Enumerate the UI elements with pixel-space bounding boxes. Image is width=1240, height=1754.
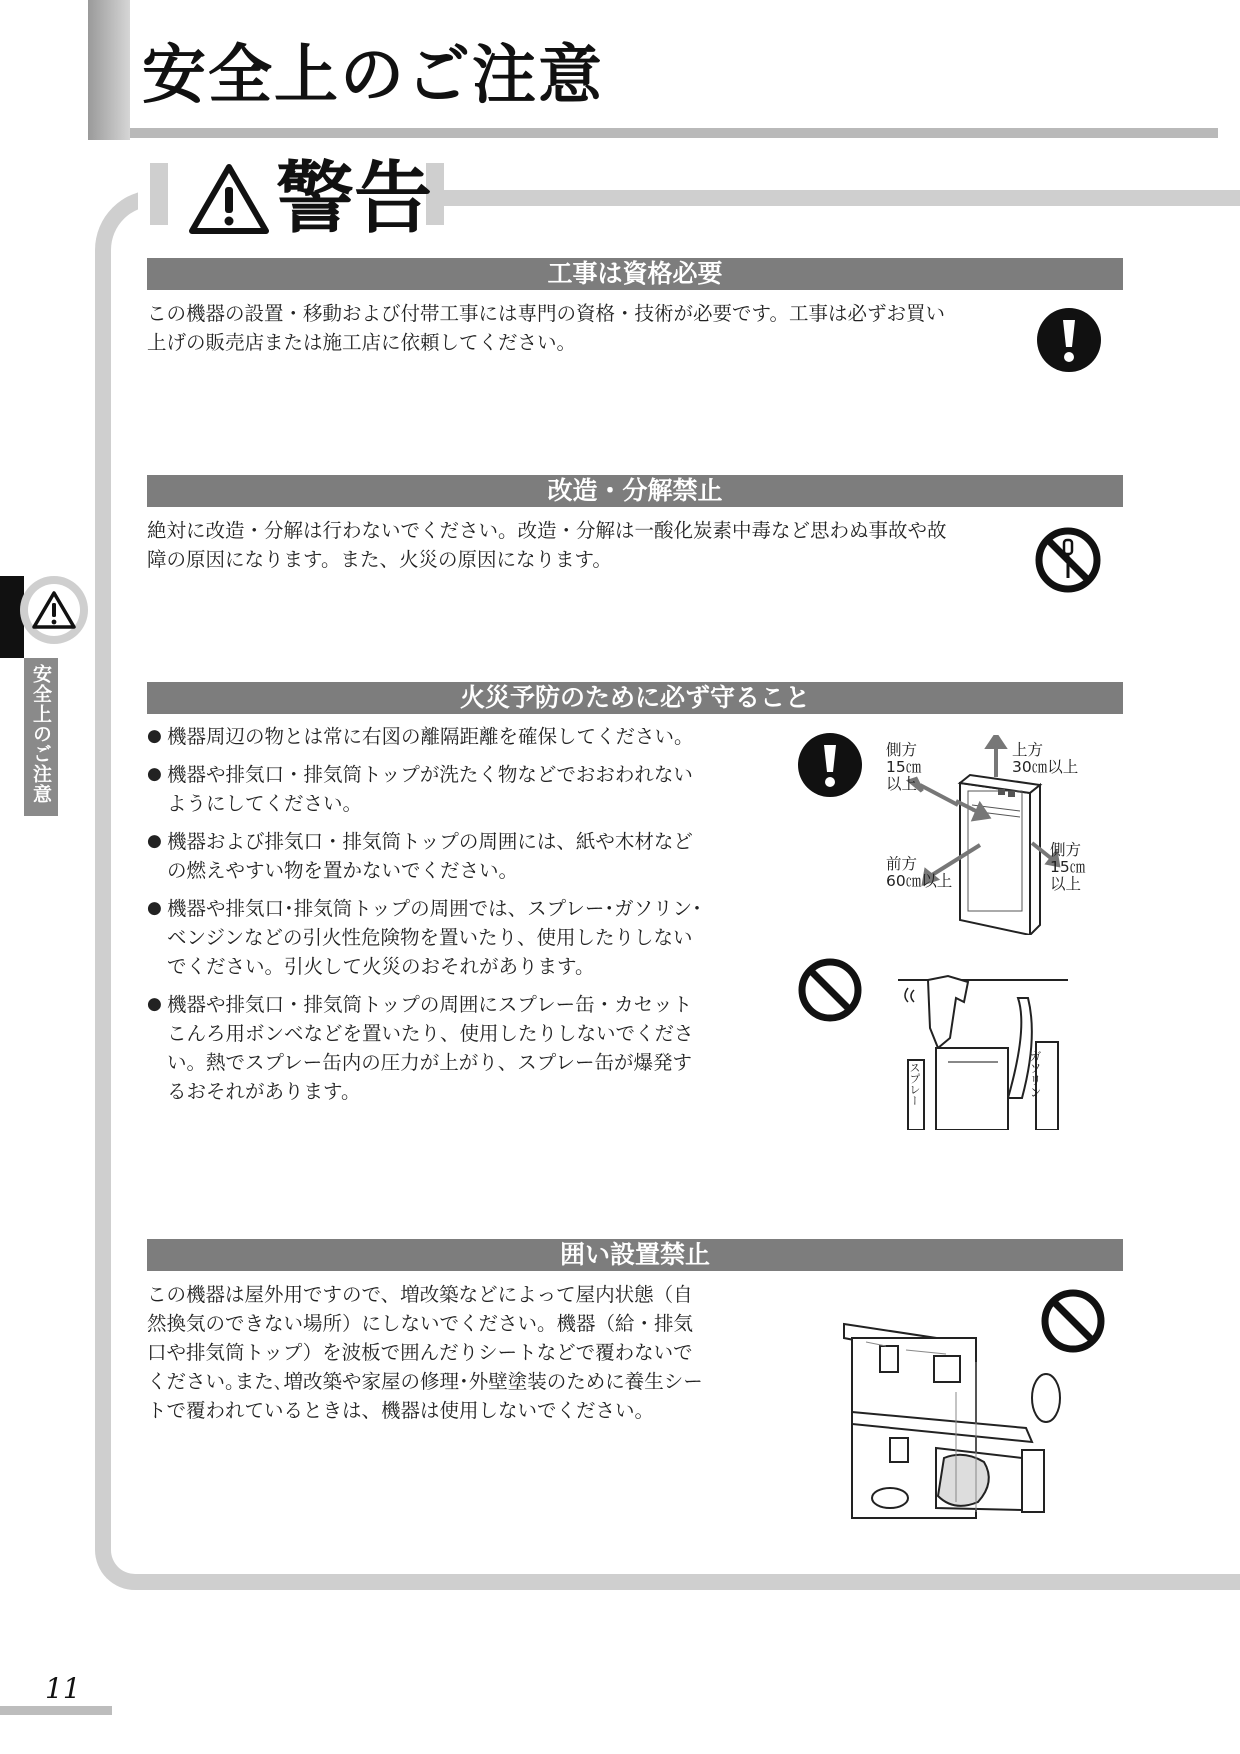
mandatory-icon [1036,307,1102,373]
label-side-right: 側方 15㎝ 以上 [1050,841,1086,893]
section-heading-license: 工事は資格必要 [147,258,1123,290]
label-front: 前方 60㎝以上 [886,855,953,890]
text-line: 然換気のできない場所）にしないでください。機器（給・排気 [147,1312,694,1335]
text-line: この機器の設置・移動および付帯工事には専門の資格・技術が必要です。工事は必ずお買い [147,302,945,325]
section-heading-modification: 改造・分解禁止 [147,475,1123,507]
page-number-bar [0,1706,112,1715]
frame-post-left [150,163,168,225]
list-item: ● 機器や排気口・排気筒トップが洗たく物などでおおわれない ようにしてください。 [147,760,747,818]
warning-triangle-icon [188,163,270,235]
list-item: ● 機器や排気口・排気筒トップの周囲にスプレー缶・カセット こんろ用ボンベなどを置いたり、使用したりしないでくださ い。熱でスプレー缶内の圧力が上がり、スプレー缶が爆発す るおそれがあります。 [147,990,747,1106]
text-line: 口や排気筒トップ）を波板で囲んだりシートなどで覆わないで [147,1341,693,1364]
spray-can-label: スプレー [908,1062,921,1106]
side-warning-icon [31,590,77,630]
list-item: ● 機器や排気口･排気筒トップの周囲では、スプレー･ガソリン･ ベンジンなどの引火性危険物を置いたり、使用したりしない でください。引火して火災のおそれがあります。 [147,894,747,981]
list-item: ● 機器および排気口・排気筒トップの周囲には、紙や木材など の燃えやすい物を置かないでください。 [147,827,747,885]
text-line: 障の原因になります。また、火災の原因になります。 [147,548,612,571]
title-gradient [88,0,130,140]
page-title: 安全上のご注意 [142,39,604,113]
enclosed-house-illustration [826,1302,1072,1530]
section-text-modification [147,516,1017,574]
text-line: 絶対に改造・分解は行わないでください。改造・分解は一酸化炭素中毒など思わぬ事故や故 [147,519,947,542]
label-side-left: 側方 15㎝ 以上 [886,741,922,793]
page-number: 11 [45,1672,81,1705]
list-item: ● 機器周辺の物とは常に右図の離隔距離を確保してください。 [147,722,747,751]
frame-top-line [438,190,1240,206]
no-disassembly-icon [1034,526,1102,594]
side-tab-label: 安全上のご注意 [30,664,52,804]
label-top: 上方 30㎝以上 [1012,741,1079,776]
section-text-license [147,299,1017,357]
gasoline-can-label: ガソリン [1028,1050,1042,1098]
text-line: トで覆われているときは、機器は使用しないでください。 [147,1399,655,1422]
text-line: ください｡また､増改築や家屋の修理･外壁塗装のために養生シー [147,1370,703,1393]
section-heading-enclosure: 囲い設置禁止 [147,1239,1123,1271]
section-text-enclosure [147,1280,747,1425]
fire-prevention-list [147,722,747,1115]
warning-label: 警告 [276,154,433,244]
text-line: この機器は屋外用ですので、増改築などによって屋内状態（自 [147,1283,693,1306]
prohibition-icon [797,957,863,1023]
prohibition-icon [1040,1288,1106,1354]
section-heading-fire-prevention: 火災予防のために必ず守ること [147,682,1123,714]
mandatory-icon [797,732,863,798]
warning-heading [188,154,433,244]
title-underline [130,128,1218,138]
laundry-hazard-illustration [898,968,1084,1130]
text-line: 上げの販売店または施工店に依頼してください。 [147,331,577,354]
